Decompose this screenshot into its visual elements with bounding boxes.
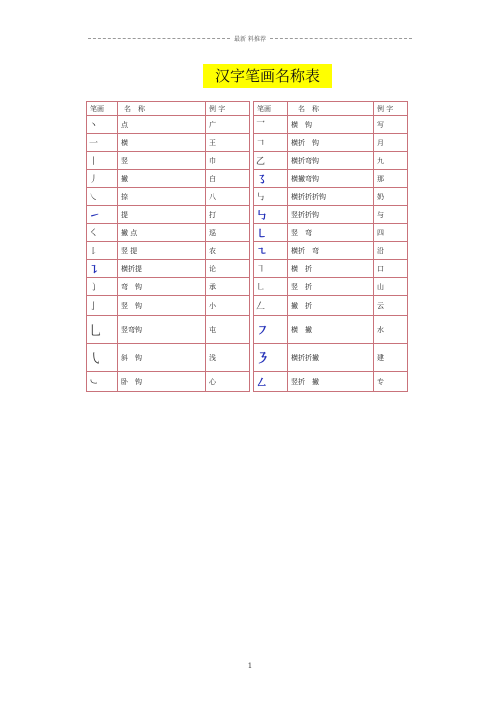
stroke-name: 竖弯钩: [118, 316, 206, 344]
column-header: 例 字: [374, 102, 408, 116]
example-char: 那: [374, 170, 408, 188]
table-row: [87, 278, 408, 296]
stroke-symbol: ㇊: [87, 260, 118, 278]
table-row: [87, 260, 408, 278]
stroke-symbol: 丨: [87, 152, 118, 170]
table-row: [87, 134, 408, 152]
example-char: 专: [374, 372, 408, 392]
example-char: 王: [206, 134, 250, 152]
column-header: 笔画: [254, 102, 288, 116]
stroke-name: 撇: [118, 170, 206, 188]
table-row: [87, 152, 408, 170]
example-char: 四: [374, 224, 408, 242]
example-char: 八: [206, 188, 250, 206]
stroke-symbol: ㇙: [87, 242, 118, 260]
example-char: 巾: [206, 152, 250, 170]
stroke-name: 撇 点: [118, 224, 206, 242]
column-header: 例 字: [206, 102, 250, 116]
example-char: 沿: [374, 242, 408, 260]
stroke-symbol: 丿: [87, 170, 118, 188]
example-char: 承: [206, 278, 250, 296]
example-char: 论: [206, 260, 250, 278]
example-char: 建: [374, 344, 408, 372]
header-rule-right: [270, 38, 412, 39]
example-char: 水: [374, 316, 408, 344]
stroke-symbol: ㇌: [254, 170, 288, 188]
column-header: 笔画: [87, 102, 118, 116]
example-char: 小: [206, 296, 250, 316]
stroke-name: 卧 钩: [118, 372, 206, 392]
table-row: [87, 344, 408, 372]
stroke-symbol: 一: [87, 134, 118, 152]
stroke-symbol: 亅: [87, 296, 118, 316]
stroke-name: 横折弯钩: [288, 152, 374, 170]
page-header: [88, 34, 412, 43]
stroke-name: 弯 钩: [118, 278, 206, 296]
stroke-name: 横 钩: [288, 116, 374, 134]
stroke-symbol: ㇇: [254, 316, 288, 344]
stroke-symbol: 𠃍: [254, 134, 288, 152]
stroke-symbol: ㇕: [254, 260, 288, 278]
stroke-name: 提: [118, 206, 206, 224]
stroke-name: 横折提: [118, 260, 206, 278]
example-char: 浅: [206, 344, 250, 372]
stroke-symbol: ㇉: [254, 206, 288, 224]
stroke-symbol: ㇛: [87, 224, 118, 242]
example-char: 写: [374, 116, 408, 134]
stroke-name: 横折折折钩: [288, 188, 374, 206]
stroke-name: 横折折撇: [288, 344, 374, 372]
stroke-name: 斜 钩: [118, 344, 206, 372]
example-char: 奶: [374, 188, 408, 206]
table-row: [87, 116, 408, 134]
stroke-name: 横 撇: [288, 316, 374, 344]
example-char: 山: [374, 278, 408, 296]
stroke-symbol: ㇏: [87, 188, 118, 206]
stroke-symbol: 乙: [254, 152, 288, 170]
example-char: 打: [206, 206, 250, 224]
stroke-symbol: ㇄: [254, 224, 288, 242]
example-char: 农: [206, 242, 250, 260]
stroke-symbol: 丶: [87, 116, 118, 134]
table-row: [87, 170, 408, 188]
example-char: 九: [374, 152, 408, 170]
example-char: 口: [374, 260, 408, 278]
stroke-name: 横撇弯钩: [288, 170, 374, 188]
stroke-name: 竖: [118, 152, 206, 170]
stroke-name-table: [86, 101, 408, 392]
example-char: 云: [374, 296, 408, 316]
table-row: [87, 188, 408, 206]
stroke-symbol: ㇜: [254, 372, 288, 392]
stroke-name: 撇 折: [288, 296, 374, 316]
example-char: 心: [206, 372, 250, 392]
stroke-symbol: ㇍: [254, 242, 288, 260]
header-rule-left: [88, 38, 230, 39]
stroke-name: 横: [118, 134, 206, 152]
stroke-name: 竖 弯: [288, 224, 374, 242]
stroke-name: 横 折: [288, 260, 374, 278]
example-char: 巡: [206, 224, 250, 242]
example-char: 与: [374, 206, 408, 224]
stroke-name: 竖 折: [288, 278, 374, 296]
table-header-row: [87, 102, 408, 116]
example-char: 白: [206, 170, 250, 188]
stroke-symbol: 𠃋: [254, 296, 288, 316]
stroke-name: 点: [118, 116, 206, 134]
table-row: [87, 242, 408, 260]
header-text: 最新 料推荐: [234, 36, 266, 43]
page-title: 汉字笔画名称表: [203, 64, 332, 88]
stroke-name: 竖 钩: [118, 296, 206, 316]
table-row: [87, 224, 408, 242]
stroke-name: 竖折折钩: [288, 206, 374, 224]
table-row: [87, 372, 408, 392]
stroke-name: 横折 钩: [288, 134, 374, 152]
stroke-symbol: 乛: [254, 116, 288, 134]
table-row: [87, 206, 408, 224]
stroke-name: 捺: [118, 188, 206, 206]
table-row: [87, 296, 408, 316]
stroke-symbol: ㇃: [87, 372, 118, 392]
stroke-symbol: ㇗: [254, 278, 288, 296]
stroke-symbol: ㇋: [254, 344, 288, 372]
stroke-symbol: ㇀: [87, 206, 118, 224]
stroke-symbol: 乚: [87, 316, 118, 344]
stroke-symbol: ㇁: [87, 278, 118, 296]
column-header: 名 称: [118, 102, 206, 116]
example-char: 月: [374, 134, 408, 152]
table-row: [87, 316, 408, 344]
page-number: 1: [247, 662, 253, 670]
stroke-name: 横折 弯: [288, 242, 374, 260]
column-header: 名 称: [288, 102, 374, 116]
stroke-name: 竖 提: [118, 242, 206, 260]
example-char: 屯: [206, 316, 250, 344]
example-char: 广: [206, 116, 250, 134]
stroke-name: 竖折 撇: [288, 372, 374, 392]
stroke-symbol: ㇂: [87, 344, 118, 372]
stroke-symbol: ㇉: [254, 188, 288, 206]
